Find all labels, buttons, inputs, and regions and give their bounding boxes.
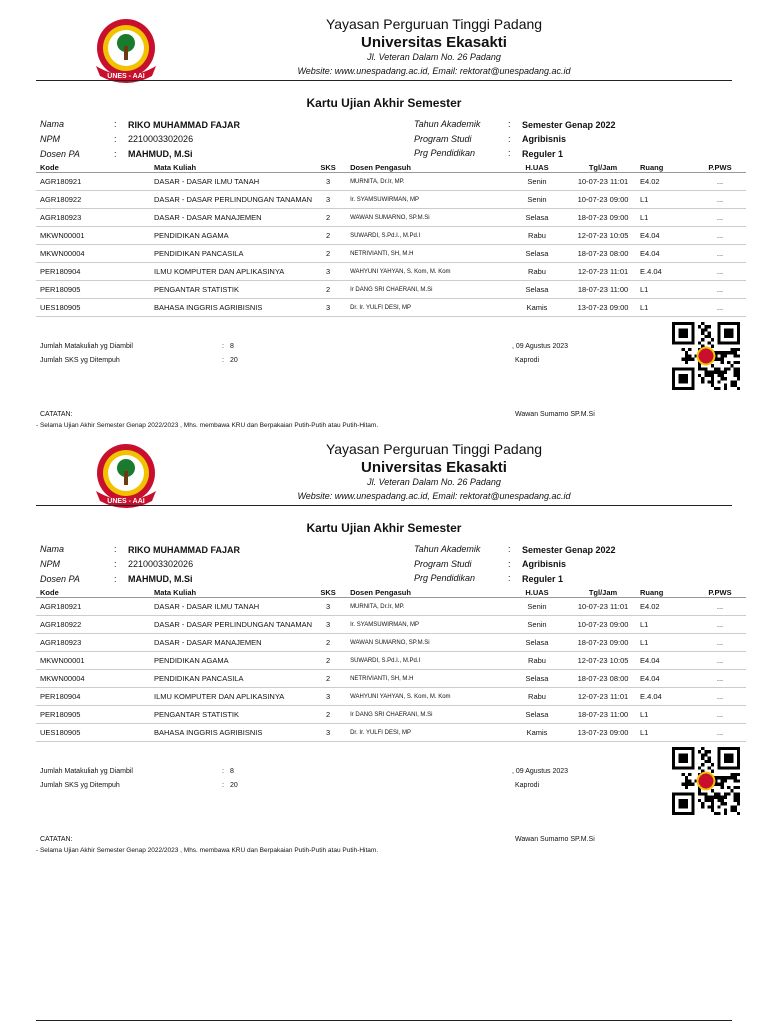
colon: : — [114, 149, 117, 159]
cell-hari: Senin — [508, 173, 566, 191]
pa-label: Dosen PA — [40, 149, 80, 159]
pa-value: MAHMUD, M.Si — [128, 574, 193, 584]
cell-mk: PENDIDIKAN AGAMA — [112, 652, 312, 670]
table-row — [36, 616, 746, 634]
cell-sks: 3 — [312, 191, 344, 209]
cell-sks: 3 — [312, 688, 344, 706]
cell-mk: ILMU KOMPUTER DAN APLIKASINYA — [112, 263, 312, 281]
column-header: SKS — [312, 587, 344, 598]
tahun-label: Tahun Akademik — [414, 544, 481, 554]
cell-hari: Selasa — [508, 706, 566, 724]
table-row — [36, 598, 746, 616]
cell-tgl: 18-07-23 11:00 — [566, 706, 640, 724]
cell-dosen: Ir DANG SRI CHAERANI, M.Si — [344, 706, 508, 724]
cell-sks: 3 — [312, 598, 344, 616]
jml-sks-value: 20 — [230, 782, 238, 789]
cell-ruang: E4.04 — [640, 227, 694, 245]
column-header: Tgl/Jam — [566, 587, 640, 598]
cell-tgl: 12-07-23 10:05 — [566, 227, 640, 245]
exam-card — [0, 0, 768, 429]
cell-dosen: Ir. SYAMSUWIRMAN, MP — [344, 616, 508, 634]
colon: : — [508, 544, 511, 554]
sign-role: Kaprodi — [515, 782, 540, 789]
cell-mk: DASAR - DASAR PERLINDUNGAN TANAMAN — [112, 191, 312, 209]
cell-kode: MKWN00004 — [36, 245, 112, 263]
jml-sks-value: 20 — [230, 357, 238, 364]
jml-mk-value: 8 — [230, 768, 234, 775]
university-logo — [92, 443, 160, 509]
cell-sks: 3 — [312, 173, 344, 191]
table-header — [36, 162, 746, 173]
cell-mk: ILMU KOMPUTER DAN APLIKASINYA — [112, 688, 312, 706]
logo-text: UNES - AAI — [107, 498, 145, 505]
cell-pws: ... — [694, 173, 746, 191]
colon: : — [508, 559, 511, 569]
cell-sks: 2 — [312, 706, 344, 724]
cell-dosen: SUWARDI, S.Pd.I., M.Pd.I — [344, 652, 508, 670]
card-title: Kartu Ujian Akhir Semester — [306, 96, 462, 110]
prodi-label: Program Studi — [414, 134, 472, 144]
column-header: H.UAS — [508, 162, 566, 173]
notes-text: - Selama Ujian Akhir Semester Genap 2022/2023 , Mhs. membawa KRU dan Berpakaian Putih-Putih atau Putih-Hitam. — [36, 422, 379, 429]
colon: : — [508, 148, 511, 158]
cell-mk: DASAR - DASAR ILMU TANAH — [112, 173, 312, 191]
cell-mk: DASAR - DASAR ILMU TANAH — [112, 598, 312, 616]
cell-pws: ... — [694, 688, 746, 706]
prodi-value: Agribisnis — [522, 134, 567, 144]
cell-sks: 2 — [312, 670, 344, 688]
cell-tgl: 13-07-23 09:00 — [566, 724, 640, 742]
cell-tgl: 12-07-23 10:05 — [566, 652, 640, 670]
cell-hari: Kamis — [508, 299, 566, 317]
prodi-label: Program Studi — [414, 559, 472, 569]
university-name: Universitas Ekasakti — [361, 459, 507, 476]
sign-name: Wawan Sumarno SP.M.Si — [515, 836, 595, 843]
cell-kode: UES180905 — [36, 299, 112, 317]
cell-dosen: Dr. Ir. YULFI DESI, MP — [344, 299, 508, 317]
qr-logo-icon — [698, 773, 715, 790]
column-header: P.PWS — [694, 162, 746, 173]
course-table — [36, 162, 746, 317]
qr-logo-icon — [698, 348, 715, 365]
column-header: SKS — [312, 162, 344, 173]
cell-sks: 3 — [312, 616, 344, 634]
cell-pws: ... — [694, 245, 746, 263]
cell-sks: 2 — [312, 652, 344, 670]
cell-hari: Rabu — [508, 688, 566, 706]
cell-dosen: Ir. SYAMSUWIRMAN, MP — [344, 191, 508, 209]
cell-kode: PER180904 — [36, 688, 112, 706]
cell-kode: AGR180922 — [36, 191, 112, 209]
cell-sks: 2 — [312, 227, 344, 245]
cell-ruang: E4.02 — [640, 173, 694, 191]
colon: : — [222, 782, 224, 789]
cell-pws: ... — [694, 227, 746, 245]
cell-kode: AGR180923 — [36, 634, 112, 652]
colon: : — [114, 544, 117, 554]
column-header: Ruang — [640, 162, 694, 173]
header-divider — [36, 80, 732, 81]
cell-mk: PENDIDIKAN PANCASILA — [112, 670, 312, 688]
table-row — [36, 281, 746, 299]
table-row — [36, 652, 746, 670]
cell-tgl: 10-07-23 11:01 — [566, 598, 640, 616]
university-website: Website: www.unespadang.ac.id, Email: rektorat@unespadang.ac.id — [297, 491, 571, 501]
cell-kode: UES180905 — [36, 724, 112, 742]
cell-hari: Selasa — [508, 281, 566, 299]
university-address: Jl. Veteran Dalam No. 26 Padang — [367, 477, 501, 487]
colon: : — [222, 357, 224, 364]
table-row — [36, 724, 746, 742]
cell-ruang: E4.02 — [640, 598, 694, 616]
table-row — [36, 670, 746, 688]
bottom-divider — [36, 1020, 732, 1021]
table-row — [36, 209, 746, 227]
cell-dosen: Dr. Ir. YULFI DESI, MP — [344, 724, 508, 742]
header-divider — [36, 505, 732, 506]
cell-mk: PENGANTAR STATISTIK — [112, 281, 312, 299]
cell-tgl: 10-07-23 11:01 — [566, 173, 640, 191]
cell-tgl: 18-07-23 08:00 — [566, 245, 640, 263]
cell-sks: 2 — [312, 634, 344, 652]
university-logo — [92, 18, 160, 84]
colon: : — [222, 768, 224, 775]
cell-hari: Kamis — [508, 724, 566, 742]
university-website: Website: www.unespadang.ac.id, Email: rektorat@unespadang.ac.id — [297, 66, 571, 76]
cell-ruang: E4.04 — [640, 670, 694, 688]
column-header: Kode — [36, 162, 112, 173]
foundation-name: Yayasan Perguruan Tinggi Padang — [325, 441, 543, 457]
cell-mk: DASAR - DASAR MANAJEMEN — [112, 634, 312, 652]
cell-tgl: 18-07-23 08:00 — [566, 670, 640, 688]
colon: : — [222, 343, 224, 350]
tahun-label: Tahun Akademik — [414, 119, 481, 129]
cell-mk: PENDIDIKAN AGAMA — [112, 227, 312, 245]
table-row — [36, 299, 746, 317]
cell-mk: PENDIDIKAN PANCASILA — [112, 245, 312, 263]
cell-ruang: L1 — [640, 706, 694, 724]
column-header: Kode — [36, 587, 112, 598]
cell-ruang: L1 — [640, 299, 694, 317]
cell-mk: DASAR - DASAR PERLINDUNGAN TANAMAN — [112, 616, 312, 634]
logo-text: UNES - AAI — [107, 73, 145, 80]
cell-pws: ... — [694, 299, 746, 317]
jml-mk-value: 8 — [230, 343, 234, 350]
column-header: Mata Kuliah — [112, 162, 312, 173]
table-row — [36, 227, 746, 245]
pa-label: Dosen PA — [40, 574, 80, 584]
cell-tgl: 12-07-23 11:01 — [566, 263, 640, 281]
cell-dosen: WAHYUNI YAHYAN, S. Kom, M. Kom — [344, 688, 508, 706]
cell-tgl: 10-07-23 09:00 — [566, 191, 640, 209]
npm-value: 2210003302026 — [128, 559, 194, 569]
cell-pws: ... — [694, 598, 746, 616]
cell-dosen: WAWAN SUMARNO, SP.M.Si — [344, 209, 508, 227]
notes-label: CATATAN: — [40, 836, 73, 843]
prg-label: Prg Pendidikan — [414, 148, 476, 158]
cell-hari: Senin — [508, 191, 566, 209]
jml-mk-label: Jumlah Matakuliah yg Diambil — [40, 768, 133, 775]
colon: : — [508, 573, 511, 583]
cell-ruang: L1 — [640, 209, 694, 227]
prg-value: Reguler 1 — [522, 149, 564, 159]
table-row — [36, 263, 746, 281]
column-header: P.PWS — [694, 587, 746, 598]
qr-code — [672, 747, 740, 815]
qr-code — [672, 322, 740, 390]
cell-kode: MKWN00001 — [36, 652, 112, 670]
sign-date: , 09 Agustus 2023 — [512, 768, 569, 775]
cell-mk: BAHASA INGGRIS AGRIBISNIS — [112, 299, 312, 317]
sign-name: Wawan Sumarno SP.M.Si — [515, 411, 595, 418]
cell-pws: ... — [694, 263, 746, 281]
cell-sks: 2 — [312, 245, 344, 263]
cell-dosen: NETRIVIANTI, SH, M.H — [344, 245, 508, 263]
cell-kode: AGR180922 — [36, 616, 112, 634]
cell-sks: 2 — [312, 209, 344, 227]
notes-label: CATATAN: — [40, 411, 73, 418]
card-title: Kartu Ujian Akhir Semester — [306, 521, 462, 535]
cell-ruang: E4.04 — [640, 652, 694, 670]
cell-hari: Senin — [508, 598, 566, 616]
cell-sks: 3 — [312, 263, 344, 281]
cell-dosen: NETRIVIANTI, SH, M.H — [344, 670, 508, 688]
cell-pws: ... — [694, 724, 746, 742]
cell-pws: ... — [694, 634, 746, 652]
cell-ruang: L1 — [640, 281, 694, 299]
cell-tgl: 18-07-23 11:00 — [566, 281, 640, 299]
cell-pws: ... — [694, 281, 746, 299]
cell-kode: MKWN00004 — [36, 670, 112, 688]
cell-sks: 2 — [312, 281, 344, 299]
university-address: Jl. Veteran Dalam No. 26 Padang — [367, 52, 501, 62]
npm-label: NPM — [40, 559, 60, 569]
foundation-name: Yayasan Perguruan Tinggi Padang — [325, 16, 543, 32]
jml-sks-label: Jumlah SKS yg Ditempuh — [40, 357, 120, 364]
cell-hari: Selasa — [508, 670, 566, 688]
cell-kode: MKWN00001 — [36, 227, 112, 245]
cell-hari: Selasa — [508, 245, 566, 263]
table-row — [36, 173, 746, 191]
cell-dosen: MURNITA, Dr.Ir, MP. — [344, 173, 508, 191]
cell-dosen: WAHYUNI YAHYAN, S. Kom, M. Kom — [344, 263, 508, 281]
colon: : — [114, 559, 117, 569]
prg-value: Reguler 1 — [522, 574, 564, 584]
cell-hari: Rabu — [508, 263, 566, 281]
prg-label: Prg Pendidikan — [414, 573, 476, 583]
university-name: Universitas Ekasakti — [361, 34, 507, 51]
cell-tgl: 10-07-23 09:00 — [566, 616, 640, 634]
cell-hari: Rabu — [508, 652, 566, 670]
cell-dosen: MURNITA, Dr.Ir, MP. — [344, 598, 508, 616]
colon: : — [114, 119, 117, 129]
cell-kode: AGR180921 — [36, 173, 112, 191]
cell-dosen: SUWARDI, S.Pd.I., M.Pd.I — [344, 227, 508, 245]
column-header: Dosen Pengasuh — [344, 162, 508, 173]
nama-value: RIKO MUHAMMAD FAJAR — [128, 545, 240, 555]
cell-mk: DASAR - DASAR MANAJEMEN — [112, 209, 312, 227]
sign-role: Kaprodi — [515, 357, 540, 364]
nama-label: Nama — [40, 119, 65, 129]
cell-kode: AGR180923 — [36, 209, 112, 227]
colon: : — [508, 134, 511, 144]
column-header: H.UAS — [508, 587, 566, 598]
cell-tgl: 13-07-23 09:00 — [566, 299, 640, 317]
column-header: Ruang — [640, 587, 694, 598]
cell-pws: ... — [694, 652, 746, 670]
cell-hari: Selasa — [508, 209, 566, 227]
table-row — [36, 634, 746, 652]
exam-card — [0, 425, 768, 854]
cell-ruang: E.4.04 — [640, 688, 694, 706]
column-header: Dosen Pengasuh — [344, 587, 508, 598]
prodi-value: Agribisnis — [522, 559, 567, 569]
sign-date: , 09 Agustus 2023 — [512, 343, 569, 350]
cell-pws: ... — [694, 191, 746, 209]
cell-sks: 3 — [312, 724, 344, 742]
colon: : — [114, 574, 117, 584]
table-row — [36, 245, 746, 263]
cell-hari: Senin — [508, 616, 566, 634]
cell-ruang: L1 — [640, 634, 694, 652]
tahun-value: Semester Genap 2022 — [522, 120, 616, 130]
nama-value: RIKO MUHAMMAD FAJAR — [128, 120, 240, 130]
column-header: Mata Kuliah — [112, 587, 312, 598]
colon: : — [114, 134, 117, 144]
table-header — [36, 587, 746, 598]
cell-ruang: L1 — [640, 191, 694, 209]
npm-label: NPM — [40, 134, 60, 144]
cell-tgl: 18-07-23 09:00 — [566, 634, 640, 652]
cell-kode: AGR180921 — [36, 598, 112, 616]
cell-sks: 3 — [312, 299, 344, 317]
tahun-value: Semester Genap 2022 — [522, 545, 616, 555]
table-row — [36, 706, 746, 724]
npm-value: 2210003302026 — [128, 134, 194, 144]
table-row — [36, 191, 746, 209]
cell-ruang: E.4.04 — [640, 263, 694, 281]
cell-kode: PER180905 — [36, 281, 112, 299]
cell-pws: ... — [694, 616, 746, 634]
cell-ruang: L1 — [640, 616, 694, 634]
cell-pws: ... — [694, 670, 746, 688]
cell-dosen: WAWAN SUMARNO, SP.M.Si — [344, 634, 508, 652]
colon: : — [508, 119, 511, 129]
pa-value: MAHMUD, M.Si — [128, 149, 193, 159]
notes-text: - Selama Ujian Akhir Semester Genap 2022/2023 , Mhs. membawa KRU dan Berpakaian Putih-Putih atau Putih-Hitam. — [36, 847, 379, 854]
cell-ruang: E4.04 — [640, 245, 694, 263]
cell-kode: PER180905 — [36, 706, 112, 724]
cell-pws: ... — [694, 706, 746, 724]
jml-sks-label: Jumlah SKS yg Ditempuh — [40, 782, 120, 789]
cell-kode: PER180904 — [36, 263, 112, 281]
cell-mk: BAHASA INGGRIS AGRIBISNIS — [112, 724, 312, 742]
column-header: Tgl/Jam — [566, 162, 640, 173]
jml-mk-label: Jumlah Matakuliah yg Diambil — [40, 343, 133, 350]
cell-hari: Selasa — [508, 634, 566, 652]
cell-hari: Rabu — [508, 227, 566, 245]
nama-label: Nama — [40, 544, 65, 554]
cell-ruang: L1 — [640, 724, 694, 742]
table-row — [36, 688, 746, 706]
cell-tgl: 18-07-23 09:00 — [566, 209, 640, 227]
cell-pws: ... — [694, 209, 746, 227]
course-table — [36, 587, 746, 742]
cell-tgl: 12-07-23 11:01 — [566, 688, 640, 706]
cell-dosen: Ir DANG SRI CHAERANI, M.Si — [344, 281, 508, 299]
cell-mk: PENGANTAR STATISTIK — [112, 706, 312, 724]
